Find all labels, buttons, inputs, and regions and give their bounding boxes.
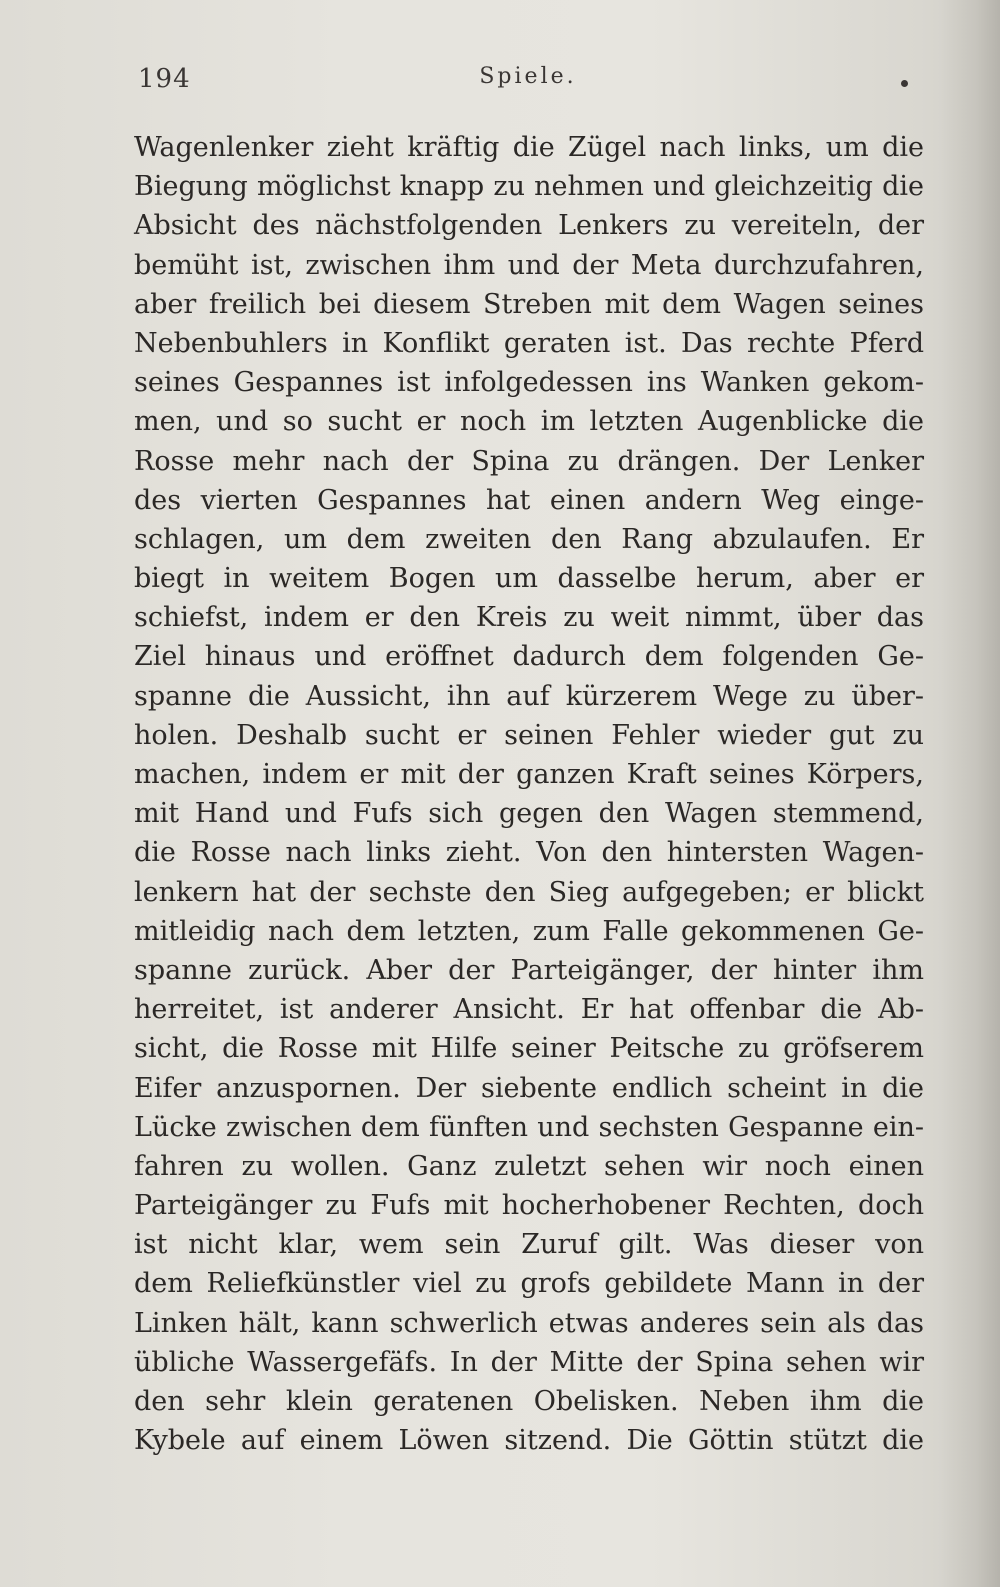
text-line: seines Gespannes ist infolgedessen ins Wanken gekom-	[134, 367, 924, 399]
ornament-dot-icon	[901, 80, 908, 87]
text-line: des vierten Gespannes hat einen andern Weg einge-	[134, 484, 924, 516]
text-line: schlagen, um dem zweiten den Rang abzulaufen. Er	[134, 523, 924, 555]
text-line: Lücke zwischen dem fünften und sechsten Gespanne ein-	[134, 1111, 924, 1143]
text-line: Rosse mehr nach der Spina zu drängen. Der Lenker	[134, 445, 924, 477]
text-line: mitleidig nach dem letzten, zum Falle gekommenen Ge-	[134, 915, 924, 947]
text-line: herreitet, ist anderer Ansicht. Er hat offenbar die Ab-	[134, 994, 924, 1026]
text-line: bemüht ist, zwischen ihm und der Meta durchzufahren,	[134, 249, 924, 281]
text-line: übliche Wassergefäfs. In der Mitte der Spina sehen wir	[134, 1346, 924, 1378]
page-header	[138, 64, 918, 104]
text-line: fahren zu wollen. Ganz zuletzt sehen wir noch einen	[134, 1150, 924, 1182]
text-line: sicht, die Rosse mit Hilfe seiner Peitsche zu gröfserem	[134, 1033, 924, 1065]
text-line: mit Hand und Fufs sich gegen den Wagen stemmend,	[134, 798, 924, 830]
text-line: Biegung möglichst knapp zu nehmen und gleichzeitig die	[134, 171, 924, 203]
text-line: Linken hält, kann schwerlich etwas anderes sein als das	[134, 1307, 924, 1339]
page-number: 194	[138, 64, 191, 94]
text-line: holen. Deshalb sucht er seinen Fehler wieder gut zu	[134, 719, 924, 751]
text-line: Kybele auf einem Löwen sitzend. Die Göttin stützt die	[134, 1425, 924, 1457]
running-head: Spiele.	[479, 64, 577, 89]
text-line: lenkern hat der sechste den Sieg aufgegeben; er blickt	[134, 876, 924, 908]
text-line: Parteigänger zu Fufs mit hocherhobener Rechten, doch	[134, 1190, 924, 1222]
text-line: Eifer anzuspornen. Der siebente endlich scheint in die	[134, 1072, 924, 1104]
text-line: die Rosse nach links zieht. Von den hintersten Wagen-	[134, 837, 924, 869]
text-line: men, und so sucht er noch im letzten Augenblicke die	[134, 406, 924, 438]
text-line: ist nicht klar, wem sein Zuruf gilt. Was dieser von	[134, 1229, 924, 1261]
text-line: dem Reliefkünstler viel zu grofs gebildete Mann in der	[134, 1268, 924, 1300]
text-line: biegt in weitem Bogen um dasselbe herum, aber er	[134, 563, 924, 595]
body-text	[134, 128, 924, 1460]
page-edge-shadow	[940, 0, 1000, 1587]
text-line: Nebenbuhlers in Konflikt geraten ist. Das rechte Pferd	[134, 327, 924, 359]
text-line: spanne zurück. Aber der Parteigänger, der hinter ihm	[134, 954, 924, 986]
text-line: schiefst, indem er den Kreis zu weit nimmt, über das	[134, 602, 924, 634]
text-line: spanne die Aussicht, ihn auf kürzerem Wege zu über-	[134, 680, 924, 712]
text-line: aber freilich bei diesem Streben mit dem Wagen seines	[134, 288, 924, 320]
text-line: machen, indem er mit der ganzen Kraft seines Körpers,	[134, 759, 924, 790]
text-line: Wagenlenker zieht kräftig die Zügel nach links, um die	[134, 132, 924, 163]
text-line: Absicht des nächstfolgenden Lenkers zu vereiteln, der	[134, 210, 924, 242]
text-line: den sehr klein geratenen Obelisken. Neben ihm die	[134, 1386, 924, 1417]
text-line: Ziel hinaus und eröffnet dadurch dem folgenden Ge-	[134, 641, 924, 673]
